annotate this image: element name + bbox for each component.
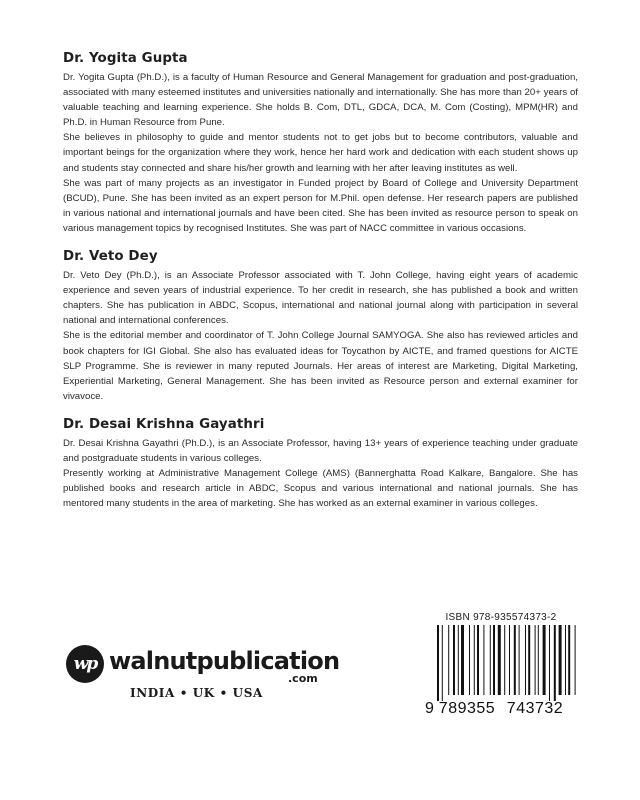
bio-paragraph: She is the editorial member and coordinator of T. John College Journal SAMYOGA. She also has reviewed articles and book chapters for IGI Global. She also has evaluated ideas for Toycathon by AICTE, and framed questions for AICTE SLP Programme. She is reviewer in many reputed Journals. Her areas of interest are Marketing, Digital Marketing, Experiential Marketing, General Management. She has been invited as Resource person and external examiner for vivavoce. bbox=[63, 330, 578, 402]
barcode-bar bbox=[490, 625, 491, 695]
barcode-bar bbox=[469, 625, 470, 695]
barcode-bar bbox=[477, 625, 479, 695]
bio-name: Dr. Yogita Gupta bbox=[63, 51, 188, 66]
logo-mark-text: wp bbox=[73, 654, 97, 674]
bio-paragraph: Dr. Yogita Gupta (Ph.D.), is a faculty of Human Resource and General Management for graduation and post-graduation, associated with many esteemed institutes and universities nationally and internationally. She has more than 20+ years of valuable teaching and learning experience. She holds B. Com, DTL, GDCA, DCA, M. Com (Costing), MPM(HR) and Ph.D. in Human Resource from Pune. bbox=[63, 72, 578, 129]
bio-veto-dey bbox=[63, 248, 578, 404]
barcode-bar bbox=[453, 625, 455, 695]
publisher-regions: INDIA • UK • USA bbox=[130, 686, 263, 700]
barcode-bar bbox=[559, 625, 562, 695]
barcode-bar bbox=[461, 625, 464, 695]
barcode-bar bbox=[535, 625, 536, 695]
barcode-bar bbox=[474, 625, 475, 695]
bio-name: Dr. Desai Krishna Gayathri bbox=[63, 416, 265, 432]
barcode-bar bbox=[514, 625, 516, 695]
barcode-bar bbox=[448, 625, 449, 695]
barcode-bar bbox=[504, 625, 505, 695]
barcode-digit-lead: 9 bbox=[425, 700, 434, 716]
barcode-bar bbox=[549, 625, 550, 701]
barcode-bar bbox=[509, 625, 510, 695]
bio-name: Dr. Veto Dey bbox=[63, 249, 158, 265]
bio-paragraph: Dr. Veto Dey (Ph.D.), is an Associate Professor associated with T. John College, having eight years of academic experience and seven years of industrial experience. To her credit in research, she has published a book and written chapters. She has publication in ABDC, Scopus, international and national journal along with participation in several national and international conferences. bbox=[63, 270, 578, 327]
barcode-digits-right: 743732 bbox=[506, 700, 564, 716]
barcode-bar bbox=[575, 625, 576, 695]
author-bios bbox=[63, 50, 578, 523]
isbn-barcode bbox=[423, 612, 579, 716]
barcode-digits-left: 789355 bbox=[438, 700, 496, 716]
publisher-domain: .com bbox=[288, 672, 318, 685]
barcode-bar bbox=[543, 625, 546, 695]
bio-paragraph: Presently working at Administrative Management College (AMS) (Bannerghatta Road Kalkare, Bangalore. She has published books and research article in ABDC, Scopus and various international and national journals. She has mentored many students in the area of marketing. She has worked as an external examiner in various colleges. bbox=[63, 468, 578, 510]
bio-yogita-gupta bbox=[63, 50, 578, 236]
bio-desai-krishna-gayathri bbox=[63, 416, 578, 511]
barcode-bar bbox=[442, 625, 443, 701]
barcode-bar bbox=[528, 625, 530, 695]
bio-paragraph: Dr. Desai Krishna Gayathri (Ph.D.), is an Associate Professor, having 13+ years of experience teaching under graduate and postgraduate students in various colleges. bbox=[63, 437, 578, 464]
walnut-logo-icon bbox=[66, 645, 104, 683]
barcode-bar bbox=[519, 625, 520, 695]
bio-paragraph: She was part of many projects as an investigator in Funded project by Board of College and University Department (BCUD), Pune. She has been invited as an expert person for M.Phil. open defense. Her research papers are published in various national and international journals and have been cited. She has been invited as resource person to speak on various management topics by recognised Institutes. She was part of NACC committee in various occasions. bbox=[63, 177, 578, 234]
barcode-bar bbox=[568, 625, 570, 695]
bio-paragraph: She believes in philosophy to guide and mentor students not to get jobs but to become contributors, valuable and important beings for the organization where they work, hence her hard work and dedication with each student shows up and students stay connected and share his/her growth and learning with her after leaving institutes as well. bbox=[63, 132, 578, 174]
isbn-label: ISBN 978-935574373-2 bbox=[445, 612, 557, 623]
barcode-bar bbox=[458, 625, 459, 695]
barcode-bars bbox=[423, 625, 579, 716]
barcode-bar bbox=[437, 625, 439, 701]
barcode-bar bbox=[498, 625, 501, 695]
barcode-bar bbox=[554, 625, 556, 701]
barcode-bar bbox=[538, 625, 539, 695]
publisher-name: walnutpublication bbox=[109, 647, 340, 675]
barcode-bar bbox=[483, 625, 484, 695]
barcode-bar bbox=[525, 625, 526, 695]
barcode-bar bbox=[565, 625, 566, 695]
barcode-bar bbox=[493, 625, 495, 695]
